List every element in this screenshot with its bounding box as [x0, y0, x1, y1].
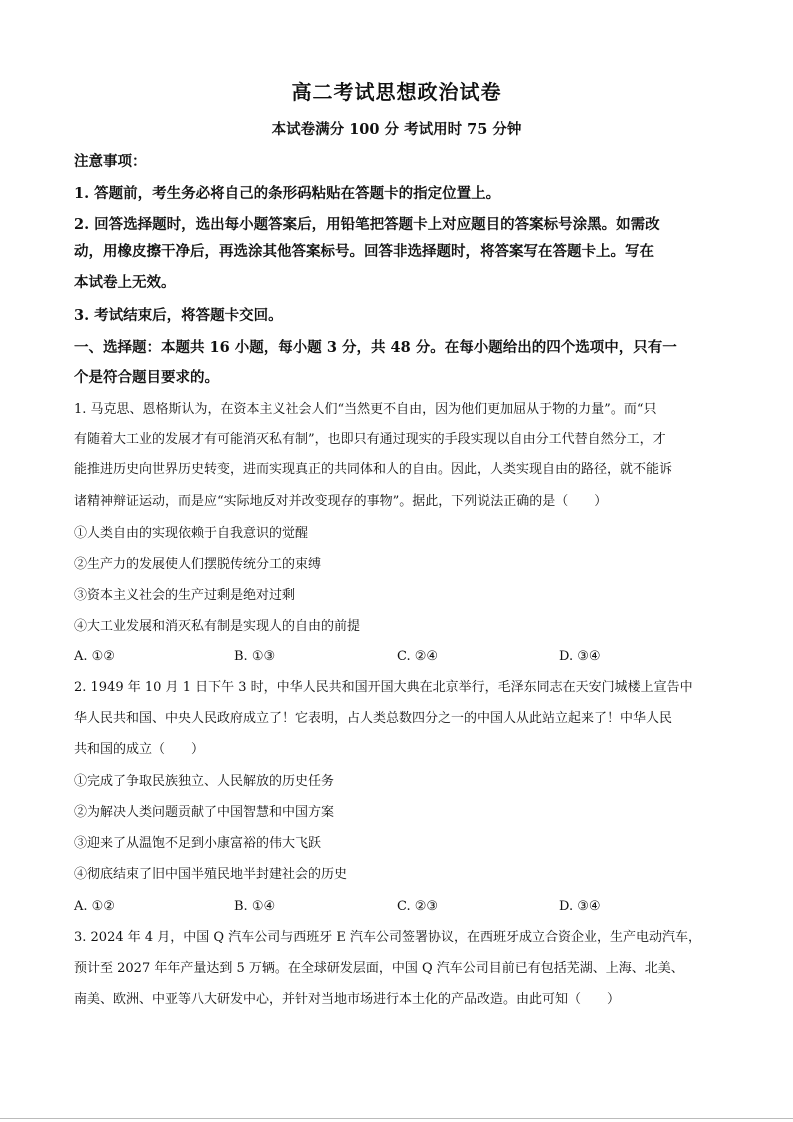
page-bottom-rule: [0, 1118, 793, 1119]
notice-heading: 注意事项：: [74, 153, 147, 170]
option-a: A. ①②: [74, 899, 115, 914]
question-1-item: ①人类自由的实现依赖于自我意识的觉醒: [74, 526, 309, 541]
question-2-stem: 2. 1949 年 10 月 1 日下午 3 时，中华人民共和国开国大典在北京举行，毛泽东同志在天安门城楼上宣告中: [74, 680, 693, 695]
option-a: A. ①②: [74, 649, 115, 664]
question-2-stem: 华人民共和国、中央人民政府成立了！它表明，占人类总数四分之一的中国人从此站立起来了！中华人民: [74, 711, 673, 726]
option-d: D. ③④: [559, 649, 601, 664]
question-2-options: [74, 897, 724, 917]
option-b: B. ①④: [234, 899, 276, 914]
exam-info: 本试卷满分 100 分 考试用时 75 分钟: [271, 121, 522, 138]
option-d: D. ③④: [559, 899, 601, 914]
question-2-item: ③迎来了从温饱不足到小康富裕的伟大飞跃: [74, 836, 322, 851]
question-1-options: [74, 647, 724, 667]
notice-line: 本试卷上无效。: [74, 274, 176, 291]
question-1-stem: 诸精神辩证运动，而是应“实际地反对并改变现存的事物”。据此，下列说法正确的是（ ）: [74, 494, 608, 509]
notice-line: 1. 答题前，考生务必将自己的条形码粘贴在答题卡的指定位置上。: [74, 185, 501, 202]
question-1-stem: 有随着大工业的发展才有可能消灭私有制”，也即只有通过现实的手段实现以自由分工代替自然分工，才: [74, 432, 666, 447]
question-1-stem: 能推进历史向世界历史转变，进而实现真正的共同体和人的自由。因此，人类实现自由的路径，就不能诉: [74, 462, 673, 477]
question-1-item: ②生产力的发展使人们摆脱传统分工的束缚: [74, 557, 322, 572]
question-1-stem: 1. 马克思、恩格斯认为，在资本主义社会人们“当然更不自由，因为他们更加屈从于物的力量”。而“只: [74, 402, 657, 417]
notice-line: 3. 考试结束后，将答题卡交回。: [74, 307, 283, 324]
question-2-stem: 共和国的成立（ ）: [74, 742, 205, 757]
question-3-stem: 3. 2024 年 4 月，中国 Q 汽车公司与西班牙 E 汽车公司签署协议，在西班牙成立合资企业，生产电动汽车，: [74, 930, 701, 945]
section-heading: 一、选择题：本题共 16 小题，每小题 3 分，共 48 分。在每小题给出的四个选项中，只有一: [74, 339, 677, 356]
section-heading: 个是符合题目要求的。: [74, 369, 219, 386]
question-3-stem: 南美、欧洲、中亚等八大研发中心，并针对当地市场进行本土化的产品改造。由此可知（ ）: [74, 992, 621, 1007]
question-2-item: ①完成了争取民族独立、人民解放的历史任务: [74, 774, 335, 789]
option-c: C. ②④: [397, 649, 439, 664]
question-3-stem: 预计至 2027 年年产量达到 5 万辆。在全球研发层面，中国 Q 汽车公司目前已有包括芜湖、上海、北美、: [74, 961, 684, 976]
page-title: 高二考试思想政治试卷: [291, 80, 502, 104]
option-c: C. ②③: [397, 899, 439, 914]
question-1-item: ③资本主义社会的生产过剩是绝对过剩: [74, 588, 296, 603]
notice-line: 动，用橡皮擦干净后，再选涂其他答案标号。回答非选择题时，将答案写在答题卡上。写在: [74, 243, 654, 260]
question-2-item: ②为解决人类问题贡献了中国智慧和中国方案: [74, 805, 335, 820]
notice-line: 2. 回答选择题时，选出每小题答案后，用铅笔把答题卡上对应题目的答案标号涂黑。如需改: [74, 216, 660, 233]
question-1-item: ④大工业发展和消灭私有制是实现人的自由的前提: [74, 619, 361, 634]
question-2-item: ④彻底结束了旧中国半殖民地半封建社会的历史: [74, 867, 348, 882]
option-b: B. ①③: [234, 649, 276, 664]
